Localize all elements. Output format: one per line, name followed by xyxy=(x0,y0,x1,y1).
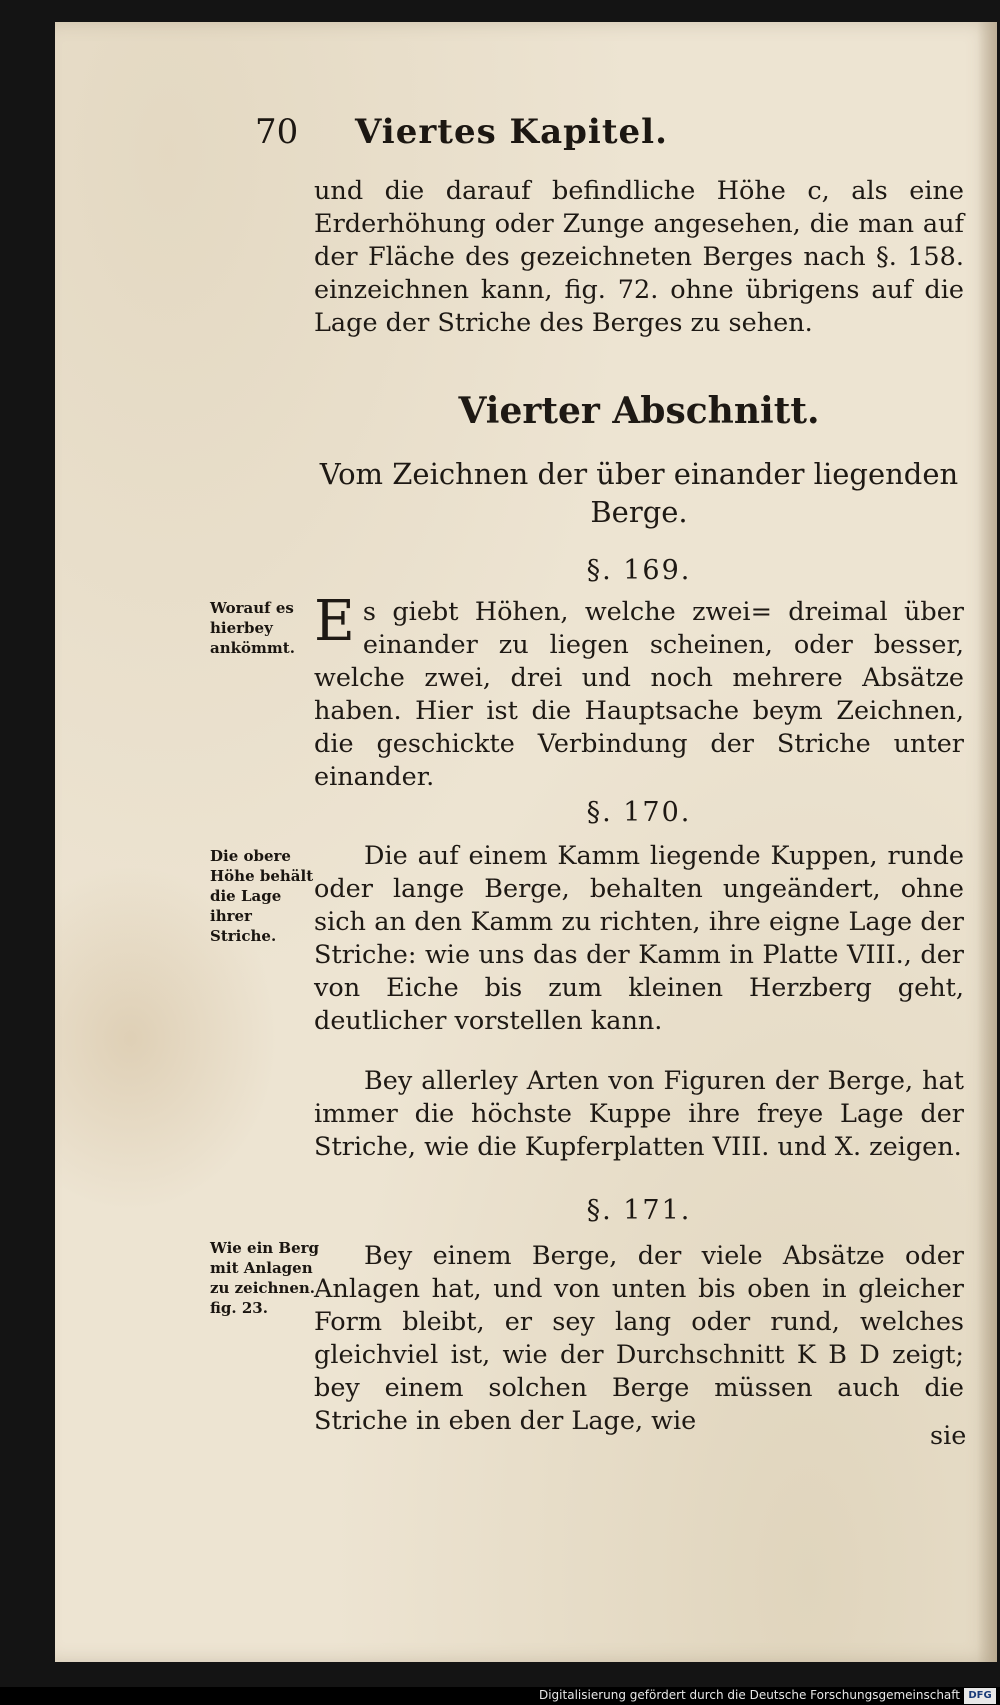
paragraph-170: Die auf einem Kamm liegende Kuppen, runde oder lange Berge, behalten ungeändert, ohne sich an den Kamm zu richten, ihre eigne Lage der Striche: wie uns das der Kamm in Platte VIII., der von Eiche bis zum kleinen Herzberg geht, deutlicher vorstellen kann. xyxy=(314,841,964,1036)
margin-note-171: Wie ein Berg mit Anlagen zu zeichnen. fig. 23. xyxy=(210,1239,320,1317)
page-header xyxy=(255,112,785,162)
page-number: 70 xyxy=(255,112,299,152)
footer-bar xyxy=(0,1687,1000,1705)
paragraph-number-171: §. 171. xyxy=(586,1195,692,1226)
paragraph-169 xyxy=(314,589,964,794)
running-head: Viertes Kapitel. xyxy=(355,112,668,152)
paragraph-169-text: s giebt Höhen, welche zwei= dreimal über einander zu liegen scheinen, oder besser, welche zwei, drei und noch mehrere Absätze haben. Hier ist die Hauptsache beym Zeichnen, die geschickte Verbindung der Striche unter einander. xyxy=(314,597,964,792)
margin-note-169: Worauf es hierbey ankömmt. xyxy=(210,599,295,657)
paragraph-number-169: §. 169. xyxy=(586,555,692,586)
funding-credit: Digitalisierung gefördert durch die Deutsche Forschungsgemeinschaft xyxy=(538,1688,960,1702)
paragraph-171: Bey einem Berge, der viele Absätze oder Anlagen hat, und von unten bis oben in gleicher Form bleibt, er sey lang oder rund, welches gleichviel ist, wie der Durchschnitt K B D zeigt; bey einem solchen Berge müssen auch die Striche in eben der Lage, wie xyxy=(314,1241,964,1436)
continuation-paragraph: und die darauf befindliche Höhe c, als eine Erderhöhung oder Zunge angesehen, die man auf der Fläche des gezeichneten Berges nach §. 158. einzeichnen kann, fig. 72. ohne übrigens auf die Lage der Striche des Berges zu sehen. xyxy=(314,176,964,338)
paragraph-170b: Bey allerley Arten von Figuren der Berge, hat immer die höchste Kuppe ihre freye Lage der Striche, wie die Kupferplatten VIII. und X. zeigen. xyxy=(314,1066,964,1162)
catchword: sie xyxy=(930,1421,967,1451)
paragraph-number-170: §. 170. xyxy=(586,797,692,828)
drop-capital: E xyxy=(314,589,355,654)
section-title: Vierter Abschnitt. xyxy=(458,390,820,432)
margin-note-170: Die obere Höhe behält die Lage ihrer Striche. xyxy=(210,847,314,945)
page-edge-shadow xyxy=(977,22,997,1662)
section-subtitle: Vom Zeichnen der über einander liegenden Berge. xyxy=(319,457,959,529)
dfg-logo: DFG xyxy=(964,1688,996,1704)
